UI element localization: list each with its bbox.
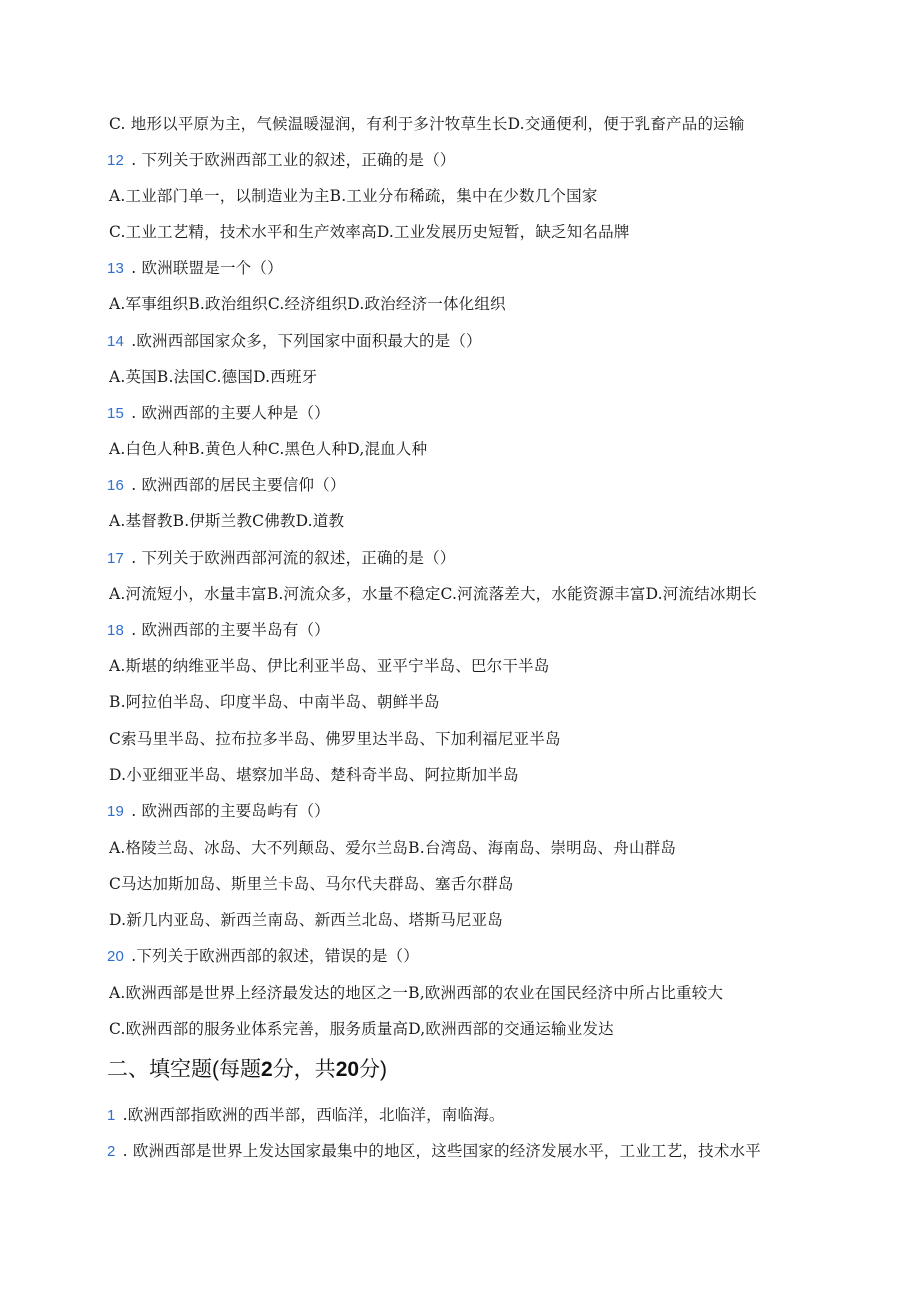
line-text: A.英国B.法国C.德国D.西班牙	[109, 368, 318, 386]
line-text: .下列关于欧洲西部的叙述，错误的是（）	[126, 947, 419, 965]
section-title-suffix: 分)	[359, 1058, 388, 1081]
question-line	[107, 619, 860, 642]
option-line	[107, 764, 860, 787]
line-text: C索马里半岛、拉布拉多半岛、佛罗里达半岛、下加利福尼亚半岛	[109, 730, 561, 748]
line-text: . 欧洲西部的主要岛屿有（）	[126, 802, 330, 820]
line-text: A.工业部门单一，以制造业为主B.工业分布稀疏，集中在少数几个国家	[109, 187, 598, 205]
line-text: B.阿拉伯半岛、印度半岛、中南半岛、朝鲜半岛	[109, 693, 440, 711]
line-text: A.斯堪的纳维亚半岛、伊比利亚半岛、亚平宁半岛、巴尔干半岛	[109, 657, 550, 675]
line-text: C.工业工艺精，技术水平和生产效率高D.工业发展历史短暂，缺乏知名品牌	[109, 223, 630, 241]
question-number: 2	[107, 1143, 116, 1160]
option-line	[107, 873, 860, 896]
line-text: A.河流短小，水量丰富B.河流众多，水量不稳定C.河流落差大，水能资源丰富D.河流结冰期长	[109, 585, 757, 603]
section-total: 20	[335, 1058, 360, 1081]
text-line	[107, 113, 860, 136]
fill-question-line	[107, 1104, 860, 1127]
question-number: 20	[107, 948, 125, 965]
line-text: D.小亚细亚半岛、堪察加半岛、楚科奇半岛、阿拉斯加半岛	[109, 766, 519, 784]
line-text: C. 地形以平原为主，气候温暖湿润，有利于多汁牧草生长D.交通便利，便于乳畜产品的运输	[109, 115, 745, 133]
option-line	[107, 837, 860, 860]
line-text: A.欧洲西部是世界上经济最发达的地区之一B,欧洲西部的农业在国民经济中所占比重较大	[109, 984, 724, 1002]
option-line	[107, 185, 860, 208]
question-number: 15	[107, 405, 125, 422]
option-line	[107, 1018, 860, 1041]
section-title-mid: 分，共	[272, 1058, 336, 1081]
option-line	[107, 221, 860, 244]
option-line	[107, 691, 860, 714]
question-number: 13	[107, 260, 125, 277]
question-line	[107, 547, 860, 570]
line-text: . 欧洲西部的居民主要信仰（）	[126, 476, 346, 494]
line-text: . 下列关于欧洲西部河流的叙述，正确的是（）	[126, 549, 456, 567]
line-text: A.格陵兰岛、冰岛、大不列颠岛、爱尔兰岛B.台湾岛、海南岛、崇明岛、舟山群岛	[109, 839, 677, 857]
question-number: 1	[107, 1107, 116, 1124]
question-number: 14	[107, 333, 125, 350]
line-text: C.欧洲西部的服务业体系完善，服务质量高D,欧洲西部的交通运输业发达	[109, 1020, 614, 1038]
option-line	[107, 510, 860, 533]
question-number: 16	[107, 477, 125, 494]
section-points: 2	[261, 1058, 273, 1081]
question-line	[107, 402, 860, 425]
section-heading	[107, 1056, 387, 1084]
question-number: 12	[107, 152, 125, 169]
line-text: . 欧洲西部的主要人种是（）	[126, 404, 330, 422]
option-line	[107, 293, 860, 316]
line-text: A.白色人种B.黄色人种C.黑色人种D,混血人种	[109, 440, 428, 458]
option-line	[107, 655, 860, 678]
section-title-prefix: 二、填空题(每题	[107, 1058, 261, 1081]
line-text: . 欧洲西部是世界上发达国家最集中的地区，这些国家的经济发展水平，工业工艺，技术水平	[117, 1142, 761, 1160]
line-text: . 欧洲联盟是一个（）	[126, 259, 283, 277]
option-line	[107, 982, 860, 1005]
line-text: .欧洲西部国家众多，下列国家中面积最大的是（）	[126, 332, 482, 350]
question-line	[107, 330, 860, 353]
question-line	[107, 149, 860, 172]
question-line	[107, 474, 860, 497]
line-text: .欧洲西部指欧洲的西半部，西临洋，北临洋，南临海。	[117, 1106, 505, 1124]
line-text: D.新几内亚岛、新西兰南岛、新西兰北岛、塔斯马尼亚岛	[109, 911, 504, 929]
question-line	[107, 257, 860, 280]
question-line	[107, 945, 860, 968]
option-line	[107, 909, 860, 932]
question-line	[107, 800, 860, 823]
question-number: 17	[107, 550, 125, 567]
line-text: C马达加斯加岛、斯里兰卡岛、马尔代夫群岛、塞舌尔群岛	[109, 875, 514, 893]
fill-question-line	[107, 1140, 860, 1163]
option-line	[107, 366, 860, 389]
line-text: . 下列关于欧洲西部工业的叙述，正确的是（）	[126, 151, 456, 169]
option-line	[107, 728, 860, 751]
question-number: 19	[107, 803, 125, 820]
option-line	[107, 583, 860, 606]
line-text: A.军事组织B.政治组织C.经济组织D.政治经济一体化组织	[109, 295, 506, 313]
question-number: 18	[107, 622, 125, 639]
line-text: . 欧洲西部的主要半岛有（）	[126, 621, 330, 639]
option-line	[107, 438, 860, 461]
line-text: A.基督教B.伊斯兰教C佛教D.道教	[109, 512, 345, 530]
